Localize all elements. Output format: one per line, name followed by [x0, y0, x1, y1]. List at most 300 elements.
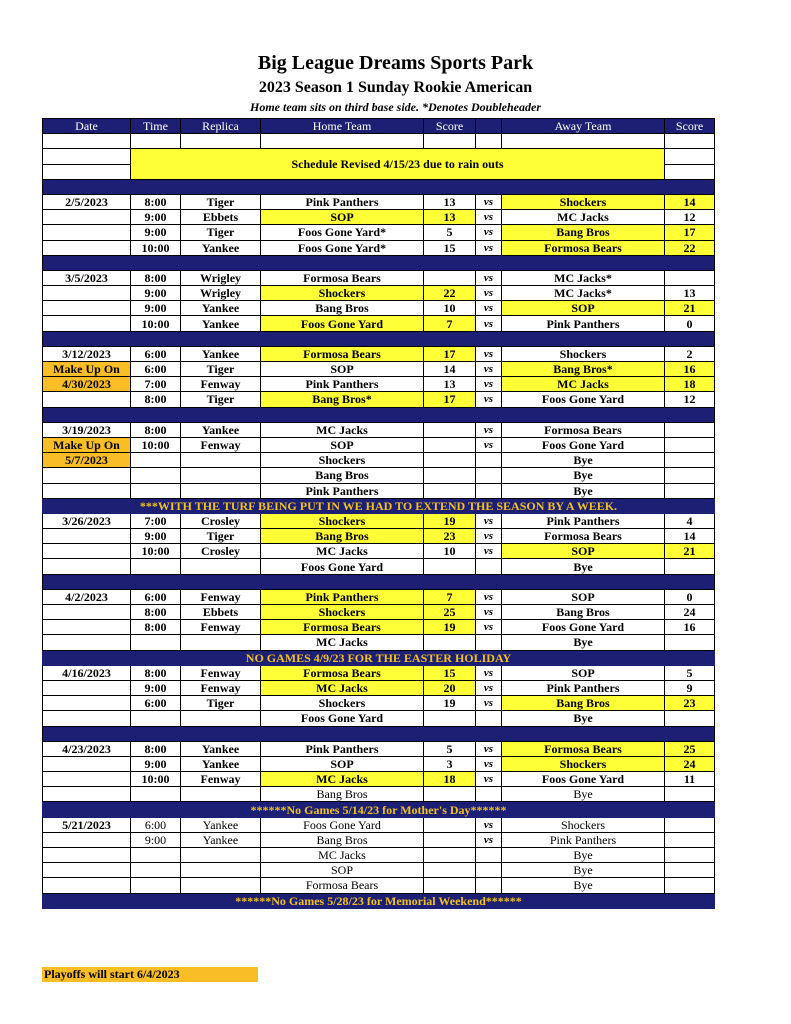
home-score: 3 — [424, 756, 476, 771]
away-score: 24 — [665, 756, 715, 771]
game-date — [43, 210, 131, 225]
vs-label: vs — [476, 286, 502, 301]
game-replica: Fenway — [181, 665, 261, 680]
home-score — [424, 635, 476, 650]
home-team: Formosa Bears — [261, 665, 424, 680]
game-date — [43, 316, 131, 331]
away-score: 11 — [665, 772, 715, 787]
home-score: 17 — [424, 392, 476, 407]
away-score — [665, 270, 715, 285]
game-row — [43, 772, 715, 787]
home-score — [424, 483, 476, 498]
home-score: 13 — [424, 210, 476, 225]
vs-label — [476, 559, 502, 574]
home-team: Foos Gone Yard — [261, 817, 424, 832]
vs-label: vs — [476, 392, 502, 407]
home-score — [424, 832, 476, 847]
home-score — [424, 453, 476, 468]
game-replica: Tiger — [181, 362, 261, 377]
home-score — [424, 817, 476, 832]
game-date — [43, 544, 131, 559]
away-score: 13 — [665, 286, 715, 301]
away-team: Pink Panthers — [502, 513, 665, 528]
game-time: 10:00 — [131, 772, 181, 787]
home-score: 19 — [424, 696, 476, 711]
away-team: Bang Bros — [502, 225, 665, 240]
away-team: Pink Panthers — [502, 316, 665, 331]
game-time: 7:00 — [131, 513, 181, 528]
game-replica — [181, 453, 261, 468]
game-date — [43, 240, 131, 255]
vs-label: vs — [476, 665, 502, 680]
game-date — [43, 756, 131, 771]
game-time: 8:00 — [131, 620, 181, 635]
home-team: MC Jacks — [261, 635, 424, 650]
game-row — [43, 711, 715, 726]
game-replica: Tiger — [181, 529, 261, 544]
away-team: MC Jacks — [502, 210, 665, 225]
game-replica — [181, 848, 261, 863]
away-score: 22 — [665, 240, 715, 255]
col-replica: Replica — [181, 119, 261, 134]
banner-row — [43, 650, 715, 665]
away-team: Bang Bros — [502, 696, 665, 711]
game-replica: Yankee — [181, 422, 261, 437]
home-team: Pink Panthers — [261, 589, 424, 604]
away-score — [665, 422, 715, 437]
col-away-score: Score — [665, 119, 715, 134]
game-replica: Wrigley — [181, 270, 261, 285]
home-team: Pink Panthers — [261, 377, 424, 392]
game-time — [131, 711, 181, 726]
away-score — [665, 711, 715, 726]
game-time: 6:00 — [131, 589, 181, 604]
page-title: Big League Dreams Sports Park — [257, 52, 534, 74]
game-time — [131, 787, 181, 802]
away-score: 9 — [665, 680, 715, 695]
home-team: Shockers — [261, 286, 424, 301]
game-replica: Tiger — [181, 392, 261, 407]
game-row — [43, 605, 715, 620]
home-score — [424, 437, 476, 452]
away-team: Bye — [502, 711, 665, 726]
game-row — [43, 878, 715, 893]
vs-label — [476, 468, 502, 483]
away-score: 21 — [665, 301, 715, 316]
game-replica: Crosley — [181, 513, 261, 528]
vs-label: vs — [476, 362, 502, 377]
game-date: 4/23/2023 — [43, 741, 131, 756]
banner-row — [43, 802, 715, 817]
vs-label: vs — [476, 605, 502, 620]
home-score — [424, 559, 476, 574]
home-score — [424, 863, 476, 878]
home-team: Formosa Bears — [261, 878, 424, 893]
game-row — [43, 665, 715, 680]
away-score — [665, 863, 715, 878]
game-date — [43, 832, 131, 847]
banner-text: NO GAMES 4/9/23 FOR THE EASTER HOLIDAY — [43, 650, 715, 665]
game-date: 3/26/2023 — [43, 513, 131, 528]
game-date: 4/30/2023 — [43, 377, 131, 392]
game-time: 8:00 — [131, 270, 181, 285]
away-team: SOP — [502, 544, 665, 559]
away-team: Bye — [502, 863, 665, 878]
vs-label: vs — [476, 529, 502, 544]
game-replica: Yankee — [181, 346, 261, 361]
away-team: Foos Gone Yard — [502, 392, 665, 407]
game-replica: Ebbets — [181, 605, 261, 620]
vs-label: vs — [476, 377, 502, 392]
home-team: SOP — [261, 437, 424, 452]
game-time: 10:00 — [131, 544, 181, 559]
revised-notice: Schedule Revised 4/15/23 due to rain outs — [131, 149, 665, 179]
game-date — [43, 680, 131, 695]
home-team: Formosa Bears — [261, 346, 424, 361]
game-replica — [181, 878, 261, 893]
home-team: Bang Bros — [261, 787, 424, 802]
game-date — [43, 848, 131, 863]
game-date — [43, 787, 131, 802]
away-score: 24 — [665, 605, 715, 620]
away-score — [665, 878, 715, 893]
away-score: 21 — [665, 544, 715, 559]
game-replica — [181, 635, 261, 650]
away-team: MC Jacks — [502, 377, 665, 392]
vs-label: vs — [476, 772, 502, 787]
game-replica: Ebbets — [181, 210, 261, 225]
away-team: Bang Bros* — [502, 362, 665, 377]
game-time: 9:00 — [131, 756, 181, 771]
schedule-note: Home team sits on third base side. *Denotes Doubleheader — [250, 100, 541, 114]
game-date — [43, 605, 131, 620]
game-row — [43, 680, 715, 695]
game-row — [43, 346, 715, 361]
game-time: 8:00 — [131, 605, 181, 620]
game-row — [43, 620, 715, 635]
game-replica: Tiger — [181, 696, 261, 711]
separator-cell — [43, 179, 715, 194]
vs-label — [476, 483, 502, 498]
game-time: 9:00 — [131, 680, 181, 695]
home-score: 22 — [424, 286, 476, 301]
game-row — [43, 832, 715, 847]
away-score: 25 — [665, 741, 715, 756]
home-score: 20 — [424, 680, 476, 695]
game-row — [43, 453, 715, 468]
away-team: Shockers — [502, 817, 665, 832]
away-score: 14 — [665, 194, 715, 209]
col-away-team: Away Team — [502, 119, 665, 134]
away-team: Shockers — [502, 756, 665, 771]
home-score: 19 — [424, 620, 476, 635]
home-team: SOP — [261, 863, 424, 878]
game-date — [43, 696, 131, 711]
game-replica: Wrigley — [181, 286, 261, 301]
game-row — [43, 756, 715, 771]
page-subtitle: 2023 Season 1 Sunday Rookie American — [258, 79, 533, 96]
game-replica: Crosley — [181, 544, 261, 559]
col-vs — [476, 119, 502, 134]
game-time: 9:00 — [131, 210, 181, 225]
home-team: Pink Panthers — [261, 194, 424, 209]
home-score — [424, 422, 476, 437]
playoffs-note: Playoffs will start 6/4/2023 — [42, 967, 258, 982]
home-team: Shockers — [261, 696, 424, 711]
game-replica: Fenway — [181, 680, 261, 695]
home-score: 14 — [424, 362, 476, 377]
away-team: Bye — [502, 468, 665, 483]
separator-cell — [43, 331, 715, 346]
game-date — [43, 620, 131, 635]
away-score: 12 — [665, 392, 715, 407]
away-score: 0 — [665, 316, 715, 331]
game-row — [43, 240, 715, 255]
game-date — [43, 392, 131, 407]
away-score: 0 — [665, 589, 715, 604]
away-score: 14 — [665, 529, 715, 544]
home-score — [424, 270, 476, 285]
away-team: Foos Gone Yard — [502, 620, 665, 635]
game-row — [43, 270, 715, 285]
away-score — [665, 817, 715, 832]
col-date: Date — [43, 119, 131, 134]
game-row — [43, 787, 715, 802]
game-time: 9:00 — [131, 832, 181, 847]
home-score: 5 — [424, 225, 476, 240]
game-date: Make Up On — [43, 362, 131, 377]
game-date: 5/21/2023 — [43, 817, 131, 832]
home-team: Shockers — [261, 513, 424, 528]
away-score: 17 — [665, 225, 715, 240]
game-row — [43, 741, 715, 756]
game-date — [43, 711, 131, 726]
game-time — [131, 635, 181, 650]
game-replica — [181, 559, 261, 574]
separator-row — [43, 407, 715, 422]
away-team: Foos Gone Yard — [502, 772, 665, 787]
game-replica: Fenway — [181, 772, 261, 787]
home-team: Bang Bros* — [261, 392, 424, 407]
vs-label: vs — [476, 301, 502, 316]
game-row — [43, 529, 715, 544]
game-row — [43, 483, 715, 498]
home-score: 15 — [424, 665, 476, 680]
away-team: Formosa Bears — [502, 741, 665, 756]
game-time: 8:00 — [131, 194, 181, 209]
blank-row — [43, 134, 715, 149]
game-time: 6:00 — [131, 817, 181, 832]
home-score — [424, 878, 476, 893]
game-time — [131, 878, 181, 893]
vs-label: vs — [476, 589, 502, 604]
game-date — [43, 301, 131, 316]
away-score — [665, 468, 715, 483]
separator-row — [43, 574, 715, 589]
vs-label: vs — [476, 270, 502, 285]
game-row — [43, 422, 715, 437]
separator-cell — [43, 255, 715, 270]
home-team: Foos Gone Yard — [261, 559, 424, 574]
vs-label: vs — [476, 696, 502, 711]
game-date: 5/7/2023 — [43, 453, 131, 468]
separator-cell — [43, 407, 715, 422]
away-team: Bye — [502, 559, 665, 574]
away-team: SOP — [502, 589, 665, 604]
home-team: Foos Gone Yard — [261, 316, 424, 331]
vs-label: vs — [476, 225, 502, 240]
away-team: Formosa Bears — [502, 422, 665, 437]
vs-label: vs — [476, 210, 502, 225]
vs-label: vs — [476, 346, 502, 361]
home-score: 13 — [424, 194, 476, 209]
game-time — [131, 863, 181, 878]
home-score — [424, 848, 476, 863]
game-time: 6:00 — [131, 362, 181, 377]
home-score: 18 — [424, 772, 476, 787]
game-date — [43, 559, 131, 574]
away-team: Bye — [502, 787, 665, 802]
vs-label — [476, 453, 502, 468]
away-score — [665, 787, 715, 802]
home-team: Foos Gone Yard — [261, 711, 424, 726]
home-score: 10 — [424, 301, 476, 316]
away-team: Bye — [502, 635, 665, 650]
game-date: 3/19/2023 — [43, 422, 131, 437]
game-time: 9:00 — [131, 286, 181, 301]
game-time: 10:00 — [131, 316, 181, 331]
game-time: 7:00 — [131, 377, 181, 392]
home-team: MC Jacks — [261, 422, 424, 437]
away-team: Bye — [502, 878, 665, 893]
away-team: SOP — [502, 665, 665, 680]
home-team: Formosa Bears — [261, 270, 424, 285]
game-date: 2/5/2023 — [43, 194, 131, 209]
game-row — [43, 301, 715, 316]
game-time — [131, 453, 181, 468]
away-team: Shockers — [502, 346, 665, 361]
vs-label — [476, 863, 502, 878]
col-home-team: Home Team — [261, 119, 424, 134]
away-score: 12 — [665, 210, 715, 225]
banner-text: ******No Games 5/14/23 for Mother's Day****** — [43, 802, 715, 817]
game-replica: Yankee — [181, 756, 261, 771]
game-replica — [181, 711, 261, 726]
home-team: SOP — [261, 210, 424, 225]
game-replica: Yankee — [181, 240, 261, 255]
home-score: 7 — [424, 316, 476, 331]
vs-label: vs — [476, 437, 502, 452]
game-time — [131, 468, 181, 483]
game-time: 6:00 — [131, 696, 181, 711]
game-time: 10:00 — [131, 437, 181, 452]
revised-row — [43, 149, 715, 164]
home-score: 17 — [424, 346, 476, 361]
separator-cell — [43, 726, 715, 741]
home-team: Bang Bros — [261, 832, 424, 847]
home-team: Pink Panthers — [261, 741, 424, 756]
game-replica: Yankee — [181, 301, 261, 316]
game-row — [43, 635, 715, 650]
away-score: 16 — [665, 362, 715, 377]
game-time — [131, 848, 181, 863]
game-replica — [181, 483, 261, 498]
home-team: MC Jacks — [261, 848, 424, 863]
game-row — [43, 817, 715, 832]
home-score — [424, 711, 476, 726]
game-replica: Yankee — [181, 741, 261, 756]
game-date — [43, 529, 131, 544]
game-date — [43, 468, 131, 483]
game-time: 10:00 — [131, 240, 181, 255]
separator-row — [43, 179, 715, 194]
game-row — [43, 225, 715, 240]
game-row — [43, 316, 715, 331]
away-team: Pink Panthers — [502, 680, 665, 695]
away-score: 2 — [665, 346, 715, 361]
vs-label: vs — [476, 832, 502, 847]
game-row — [43, 437, 715, 452]
game-date: 3/5/2023 — [43, 270, 131, 285]
home-score: 23 — [424, 529, 476, 544]
game-replica: Yankee — [181, 817, 261, 832]
game-row — [43, 362, 715, 377]
game-time: 8:00 — [131, 665, 181, 680]
vs-label: vs — [476, 817, 502, 832]
vs-label: vs — [476, 316, 502, 331]
home-score: 10 — [424, 544, 476, 559]
separator-row — [43, 726, 715, 741]
home-team: MC Jacks — [261, 772, 424, 787]
banner-row — [43, 498, 715, 513]
vs-label — [476, 635, 502, 650]
away-team: Formosa Bears — [502, 529, 665, 544]
home-team: MC Jacks — [261, 680, 424, 695]
game-date: 4/2/2023 — [43, 589, 131, 604]
vs-label: vs — [476, 240, 502, 255]
game-row — [43, 589, 715, 604]
game-date — [43, 772, 131, 787]
away-team: MC Jacks* — [502, 286, 665, 301]
home-team: MC Jacks — [261, 544, 424, 559]
game-row — [43, 513, 715, 528]
away-score — [665, 453, 715, 468]
vs-label: vs — [476, 756, 502, 771]
home-team: Shockers — [261, 605, 424, 620]
game-date — [43, 225, 131, 240]
separator-row — [43, 255, 715, 270]
home-team: Pink Panthers — [261, 483, 424, 498]
home-team: Foos Gone Yard* — [261, 240, 424, 255]
game-row — [43, 559, 715, 574]
game-date — [43, 286, 131, 301]
away-team: MC Jacks* — [502, 270, 665, 285]
separator-row — [43, 331, 715, 346]
vs-label — [476, 787, 502, 802]
game-row — [43, 544, 715, 559]
home-team: Shockers — [261, 453, 424, 468]
home-score — [424, 468, 476, 483]
game-replica — [181, 787, 261, 802]
banner-text: ***WITH THE TURF BEING PUT IN WE HAD TO EXTEND THE SEASON BY A WEEK. — [43, 498, 715, 513]
away-score: 16 — [665, 620, 715, 635]
game-replica: Fenway — [181, 437, 261, 452]
vs-label: vs — [476, 194, 502, 209]
game-replica — [181, 468, 261, 483]
home-score: 19 — [424, 513, 476, 528]
away-team: Bye — [502, 483, 665, 498]
game-date: Make Up On — [43, 437, 131, 452]
